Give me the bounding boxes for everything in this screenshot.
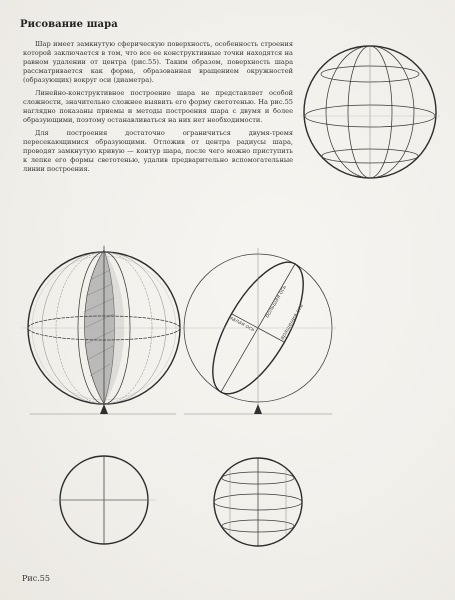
section-heading: Рисование шара (20, 19, 118, 30)
paragraph-2: Линейно-конструктивное построение шара не представляет особой сложности, значительно сложнее выявить его форму светотенью. На рис.55 наглядно показаны приемы и методы построения шара с двумя и более образующими, поэтому останавливаться на них нет необходимости. (23, 89, 293, 124)
sphere-middle-left (22, 246, 186, 414)
label-minor-axis: малая ось (227, 314, 256, 334)
sphere-top-right (300, 46, 440, 178)
sphere-bottom-left (52, 456, 156, 544)
label-major-axis: большая ось (264, 284, 289, 319)
paragraph-3: Для построения достаточно ограничиться двумя-тремя пересекающимися образующими. Отложив от центра радиусы шара, проводят замкнутую кривую — контур шара, после чего можно приступить к лепке его формы светотенью, удалив предварительно вспомогательные линии построения. (23, 129, 293, 173)
paragraph-1: Шар имеет замкнутую сферическую поверхность, особенность строения которой заключается в том, что все ее конструктивные точки находятся на равном удалении от центра (рис.55). Таким образом, поверхность шара рассматривается как форма, образованная вращением окружностей (образующих) вокруг оси (диаметра). (23, 40, 293, 84)
sphere-bottom-right (214, 458, 302, 546)
sphere-middle-right (180, 248, 336, 414)
label-rotation-axis: вращения ось (279, 302, 305, 341)
figure-caption: Рис.55 (22, 574, 50, 583)
